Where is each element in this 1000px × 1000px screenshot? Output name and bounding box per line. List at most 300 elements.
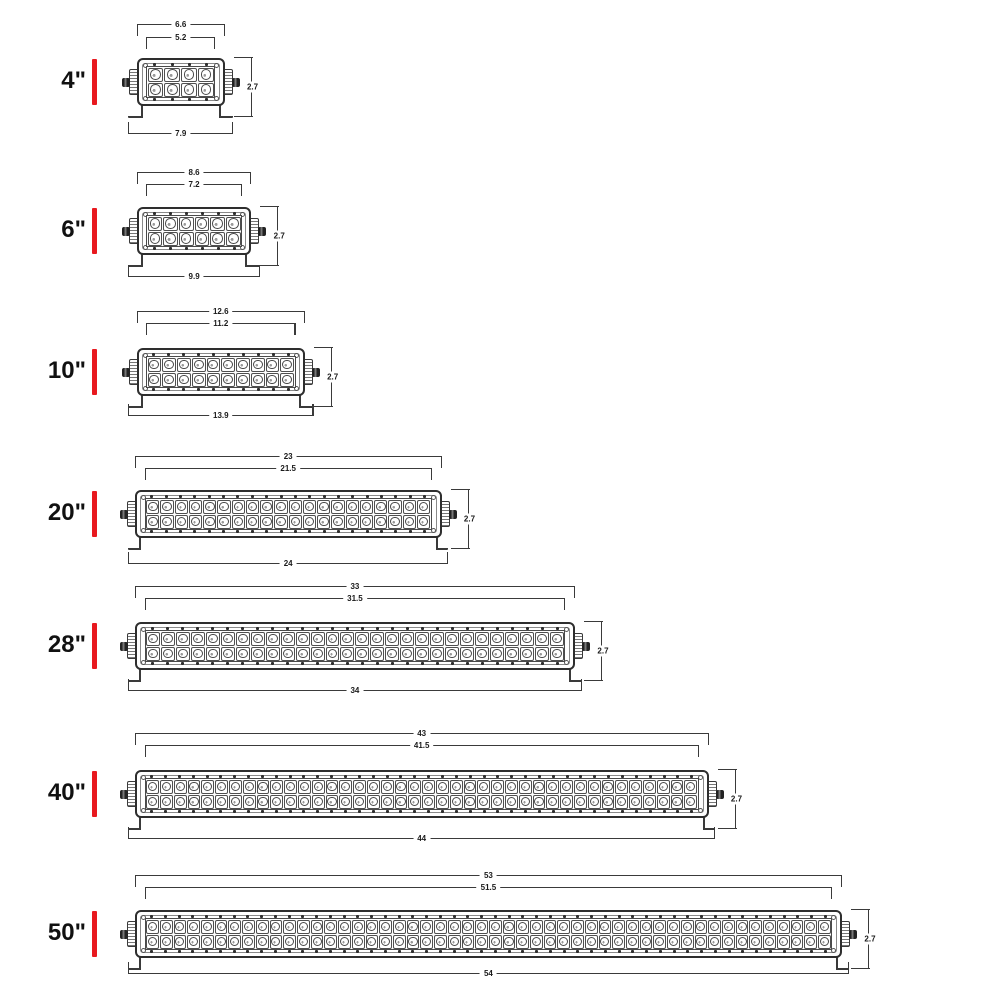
led-reflector: [328, 649, 338, 659]
led-reflector: [765, 922, 774, 931]
led-cell: [464, 780, 477, 794]
led-reflector: [587, 922, 596, 931]
led-reflector: [600, 922, 609, 931]
frame-screw-bottom: [196, 662, 199, 665]
led-reflector: [504, 937, 513, 946]
led-reflector: [410, 797, 419, 806]
frame-screw-bottom: [783, 950, 786, 953]
frame-screw-top: [409, 495, 412, 498]
frame-screw-top: [810, 915, 813, 918]
led-reflector: [672, 782, 681, 791]
led-cell: [505, 795, 518, 809]
led-reflector: [590, 782, 599, 791]
frame-screw-top: [167, 353, 170, 356]
led-reflector: [238, 649, 248, 659]
led-reflector: [493, 797, 502, 806]
frame-screw-bottom: [351, 530, 354, 533]
led-cell: [228, 920, 241, 934]
led-cell: [489, 935, 502, 949]
led-cell: [317, 515, 330, 529]
led-reflector: [228, 218, 239, 229]
mount-bolt-left: [120, 510, 128, 519]
led-reflector: [178, 634, 188, 644]
frame-screw-bottom: [453, 950, 456, 953]
accent-bar: [92, 208, 97, 254]
led-reflector: [163, 634, 173, 644]
frame-screw-bottom: [167, 388, 170, 391]
led-reflector: [285, 937, 294, 946]
led-cell: [379, 935, 392, 949]
led-reflector: [696, 937, 705, 946]
led-cell: [777, 920, 790, 934]
led-cell: [505, 632, 519, 646]
led-cell: [298, 780, 311, 794]
led-cell: [395, 795, 408, 809]
frame-screw-top: [366, 495, 369, 498]
led-cell: [148, 68, 164, 82]
led-reflector: [333, 517, 342, 526]
led-cell: [407, 935, 420, 949]
led-cell: [246, 500, 259, 514]
led-cell: [201, 935, 214, 949]
frame-screw-bottom: [755, 950, 758, 953]
led-reflector: [342, 634, 352, 644]
frame-screw-bottom: [288, 950, 291, 953]
dimension-value: 21.5: [276, 464, 300, 473]
dimension-value: 7.2: [185, 180, 204, 189]
frame-screw-top: [178, 775, 181, 778]
dimension-value: 9.9: [185, 272, 204, 281]
led-cell: [260, 500, 273, 514]
led-reflector: [522, 634, 532, 644]
led-cell: [148, 83, 164, 97]
frame-screw-top: [344, 775, 347, 778]
frame-screw-top: [205, 915, 208, 918]
frame-screw-bottom: [508, 950, 511, 953]
led-reflector: [424, 782, 433, 791]
light-bar-housing: [137, 207, 252, 255]
dimension-end-tick: [128, 552, 129, 564]
frame-screw-top: [413, 775, 416, 778]
dimension-end-tick: [574, 586, 575, 598]
led-reflector: [283, 634, 293, 644]
dimension-top-inner: [145, 741, 699, 751]
dimension-top-outer: [135, 582, 576, 592]
led-reflector: [162, 937, 171, 946]
led-reflector: [238, 360, 248, 370]
led-reflector: [419, 517, 428, 526]
led-reflector: [194, 375, 204, 385]
led-cell: [215, 795, 228, 809]
frame-screw-bottom: [257, 388, 260, 391]
dimension-bottom: [128, 411, 314, 421]
led-reflector: [614, 922, 623, 931]
dimension-end-tick: [224, 24, 225, 36]
led-reflector: [184, 84, 195, 95]
accent-bar: [92, 491, 97, 537]
mount-bolt-right: [449, 510, 457, 519]
frame-screw-top: [226, 627, 229, 630]
dimension-value: 8.6: [185, 168, 204, 177]
led-cell: [161, 632, 175, 646]
led-cell: [574, 795, 587, 809]
frame-screw-bottom: [241, 662, 244, 665]
frame-screw-bottom: [265, 530, 268, 533]
led-reflector: [450, 937, 459, 946]
led-reflector: [424, 797, 433, 806]
frame-screw-top: [153, 212, 156, 215]
led-reflector: [395, 922, 404, 931]
led-reflector: [313, 922, 322, 931]
led-cell: [360, 500, 373, 514]
led-reflector: [534, 797, 543, 806]
led-cell: [181, 83, 197, 97]
led-cell: [221, 647, 235, 661]
led-cell: [407, 920, 420, 934]
led-cell: [179, 232, 194, 246]
dimension-end-tick: [137, 172, 138, 184]
led-reflector: [212, 218, 223, 229]
frame-screw-top: [152, 353, 155, 356]
led-reflector: [546, 922, 555, 931]
frame-screw-bottom: [217, 247, 220, 250]
led-cell: [462, 935, 475, 949]
led-cell: [324, 920, 337, 934]
led-reflector: [258, 797, 267, 806]
led-reflector: [372, 649, 382, 659]
frame-screw-bottom: [663, 810, 666, 813]
dimension-end-tick: [441, 456, 442, 468]
led-cell: [198, 68, 214, 82]
led-reflector: [149, 360, 159, 370]
frame-screw-top: [421, 627, 424, 630]
dimension-end-tick: [294, 323, 295, 335]
led-reflector: [276, 502, 285, 511]
led-reflector: [491, 937, 500, 946]
frame-screw-top: [566, 775, 569, 778]
led-cell: [298, 795, 311, 809]
led-reflector: [245, 797, 254, 806]
frame-screw-bottom: [330, 810, 333, 813]
frame-screw-top: [469, 775, 472, 778]
led-cell: [684, 795, 697, 809]
led-lens-panel: [145, 778, 699, 810]
led-reflector: [669, 937, 678, 946]
led-reflector: [223, 375, 233, 385]
led-reflector: [521, 797, 530, 806]
led-cell: [422, 780, 435, 794]
led-cell: [221, 358, 235, 372]
frame-screw-bottom: [208, 530, 211, 533]
led-reflector: [262, 517, 271, 526]
led-reflector: [465, 797, 474, 806]
frame-screw-top: [192, 775, 195, 778]
led-reflector: [223, 634, 233, 644]
frame-screw-bottom: [607, 810, 610, 813]
led-cell: [557, 920, 570, 934]
size-label: 10": [47, 357, 86, 384]
frame-screw-top: [185, 212, 188, 215]
led-reflector: [197, 218, 208, 229]
led-cell: [475, 935, 488, 949]
frame-screw-top: [659, 915, 662, 918]
dimension-end-tick: [451, 548, 470, 549]
dimension-value: 53: [480, 871, 497, 880]
led-cell: [148, 358, 162, 372]
frame-screw-bottom: [526, 662, 529, 665]
frame-screw-bottom: [556, 662, 559, 665]
dimension-end-tick: [137, 311, 138, 323]
frame-screw-top: [480, 915, 483, 918]
led-reflector: [163, 649, 173, 659]
frame-screw-top: [538, 775, 541, 778]
led-reflector: [438, 782, 447, 791]
frame-screw-top: [386, 775, 389, 778]
frame-screw-bottom: [164, 950, 167, 953]
led-cell: [236, 358, 250, 372]
frame-screw-bottom: [289, 810, 292, 813]
led-cell: [243, 780, 256, 794]
frame-screw-bottom: [480, 950, 483, 953]
led-reflector: [148, 517, 157, 526]
led-cell: [475, 647, 489, 661]
dimension-end-tick: [451, 489, 470, 490]
dimension-end-tick: [851, 968, 870, 969]
led-reflector: [208, 375, 218, 385]
led-reflector: [300, 782, 309, 791]
dimension-height: [864, 910, 876, 968]
led-reflector: [659, 797, 668, 806]
led-cell: [736, 935, 749, 949]
frame-screw-top: [423, 495, 426, 498]
dimension-value: 12.6: [209, 307, 233, 316]
led-reflector: [806, 922, 815, 931]
led-reflector: [559, 937, 568, 946]
frame-screw-top: [164, 775, 167, 778]
led-reflector: [765, 937, 774, 946]
frame-screw-bottom: [481, 662, 484, 665]
frame-screw-top: [372, 775, 375, 778]
led-cell: [763, 935, 776, 949]
dimension-end-tick: [145, 468, 146, 480]
led-cell: [667, 920, 680, 934]
frame-screw-bottom: [181, 662, 184, 665]
frame-screw-bottom: [566, 810, 569, 813]
led-reflector: [518, 937, 527, 946]
dimension-end-tick: [137, 24, 138, 36]
frame-screw-bottom: [483, 810, 486, 813]
led-cell: [367, 795, 380, 809]
led-cell: [177, 358, 191, 372]
frame-screw-top: [361, 627, 364, 630]
frame-screw-top: [280, 495, 283, 498]
led-cell: [187, 920, 200, 934]
dimension-value: 11.2: [209, 319, 232, 328]
led-cell: [490, 647, 504, 661]
led-cell: [221, 373, 235, 387]
led-cell: [266, 647, 280, 661]
frame-screw-top: [466, 627, 469, 630]
dimension-end-tick: [145, 887, 146, 899]
led-cell: [475, 632, 489, 646]
frame-screw-bottom: [182, 388, 185, 391]
led-cell: [174, 920, 187, 934]
led-reflector: [179, 375, 189, 385]
frame-screw-top: [604, 915, 607, 918]
led-reflector: [686, 782, 695, 791]
frame-screw-top: [178, 915, 181, 918]
led-reflector: [642, 937, 651, 946]
led-reflector: [422, 937, 431, 946]
led-cell: [256, 920, 269, 934]
led-reflector: [203, 937, 212, 946]
dimension-end-tick: [260, 265, 279, 266]
led-cell: [198, 83, 214, 97]
frame-screw-top: [275, 775, 278, 778]
led-cell: [445, 632, 459, 646]
led-cell: [353, 795, 366, 809]
led-reflector: [405, 502, 414, 511]
led-reflector: [164, 360, 174, 370]
frame-screw-top: [151, 627, 154, 630]
led-cell: [179, 217, 194, 231]
frame-screw-bottom: [439, 950, 442, 953]
dimension-value: 5.2: [171, 33, 190, 42]
frame-screw-bottom: [219, 950, 222, 953]
frame-screw-top: [201, 212, 204, 215]
dimension-end-tick: [584, 621, 603, 622]
led-cell: [296, 632, 310, 646]
frame-screw-top: [301, 627, 304, 630]
dimension-value: 31.5: [343, 594, 367, 603]
led-reflector: [534, 782, 543, 791]
led-reflector: [231, 782, 240, 791]
mount-bolt-left: [122, 368, 130, 377]
frame-screw-bottom: [469, 810, 472, 813]
frame-screw-top: [219, 915, 222, 918]
frame-screw-top: [728, 915, 731, 918]
led-cell: [385, 632, 399, 646]
led-reflector: [387, 649, 397, 659]
led-cell: [311, 647, 325, 661]
led-reflector: [217, 797, 226, 806]
led-cell: [374, 515, 387, 529]
led-cell: [374, 500, 387, 514]
led-reflector: [282, 360, 292, 370]
led-reflector: [738, 922, 747, 931]
frame-screw-top: [425, 915, 428, 918]
led-cell: [188, 780, 201, 794]
frame-screw-bottom: [206, 810, 209, 813]
led-reflector: [191, 517, 200, 526]
led-reflector: [150, 233, 161, 244]
led-cell: [640, 935, 653, 949]
dimension-bottom: [128, 129, 233, 139]
led-reflector: [655, 937, 664, 946]
dimension-value: 2.7: [463, 514, 476, 524]
led-reflector: [333, 502, 342, 511]
led-reflector: [395, 937, 404, 946]
led-reflector: [710, 922, 719, 931]
led-reflector: [436, 922, 445, 931]
accent-bar: [92, 911, 97, 957]
led-reflector: [724, 922, 733, 931]
led-reflector: [372, 634, 382, 644]
led-cell: [448, 920, 461, 934]
dimension-end-tick: [135, 456, 136, 468]
dimension-value: 33: [346, 582, 363, 591]
led-cell: [331, 515, 344, 529]
frame-screw-bottom: [188, 98, 191, 101]
led-cell: [420, 920, 433, 934]
led-reflector: [419, 502, 428, 511]
led-reflector: [340, 922, 349, 931]
led-reflector: [313, 649, 323, 659]
dimension-value: 41.5: [410, 741, 434, 750]
led-reflector: [532, 937, 541, 946]
led-reflector: [348, 502, 357, 511]
led-cell: [684, 780, 697, 794]
led-cell: [270, 795, 283, 809]
led-cell: [221, 632, 235, 646]
frame-screw-top: [197, 353, 200, 356]
led-cell: [602, 780, 615, 794]
frame-screw-top: [391, 627, 394, 630]
frame-screw-top: [179, 495, 182, 498]
led-reflector: [175, 922, 184, 931]
led-reflector: [342, 649, 352, 659]
led-cell: [490, 632, 504, 646]
led-cell: [400, 632, 414, 646]
frame-screw-top: [645, 915, 648, 918]
led-reflector: [149, 375, 159, 385]
frame-screw-bottom: [316, 662, 319, 665]
dimension-height: [327, 348, 339, 406]
led-reflector: [228, 233, 239, 244]
frame-screw-bottom: [391, 662, 394, 665]
led-cell: [217, 500, 230, 514]
frame-screw-bottom: [427, 810, 430, 813]
led-reflector: [779, 937, 788, 946]
led-reflector: [477, 634, 487, 644]
led-cell: [462, 920, 475, 934]
led-cell: [571, 935, 584, 949]
size-label: 4": [61, 67, 86, 94]
led-reflector: [219, 502, 228, 511]
led-reflector: [305, 502, 314, 511]
frame-screw-top: [171, 63, 174, 66]
led-cell: [516, 920, 529, 934]
frame-screw-top: [196, 627, 199, 630]
dimension-value: 51.5: [477, 883, 501, 892]
led-reflector: [217, 937, 226, 946]
dimension-height: [246, 58, 259, 116]
led-cell: [355, 632, 369, 646]
led-cell: [326, 795, 339, 809]
led-reflector: [354, 937, 363, 946]
frame-screw-top: [690, 775, 693, 778]
led-cell: [681, 920, 694, 934]
led-reflector: [376, 517, 385, 526]
frame-screw-bottom: [673, 950, 676, 953]
dimension-bottom: [128, 559, 448, 569]
led-reflector: [327, 782, 336, 791]
frame-screw-bottom: [178, 810, 181, 813]
frame-screw-bottom: [361, 662, 364, 665]
led-reflector: [504, 922, 513, 931]
led-cell: [615, 795, 628, 809]
frame-screw-top: [242, 353, 245, 356]
